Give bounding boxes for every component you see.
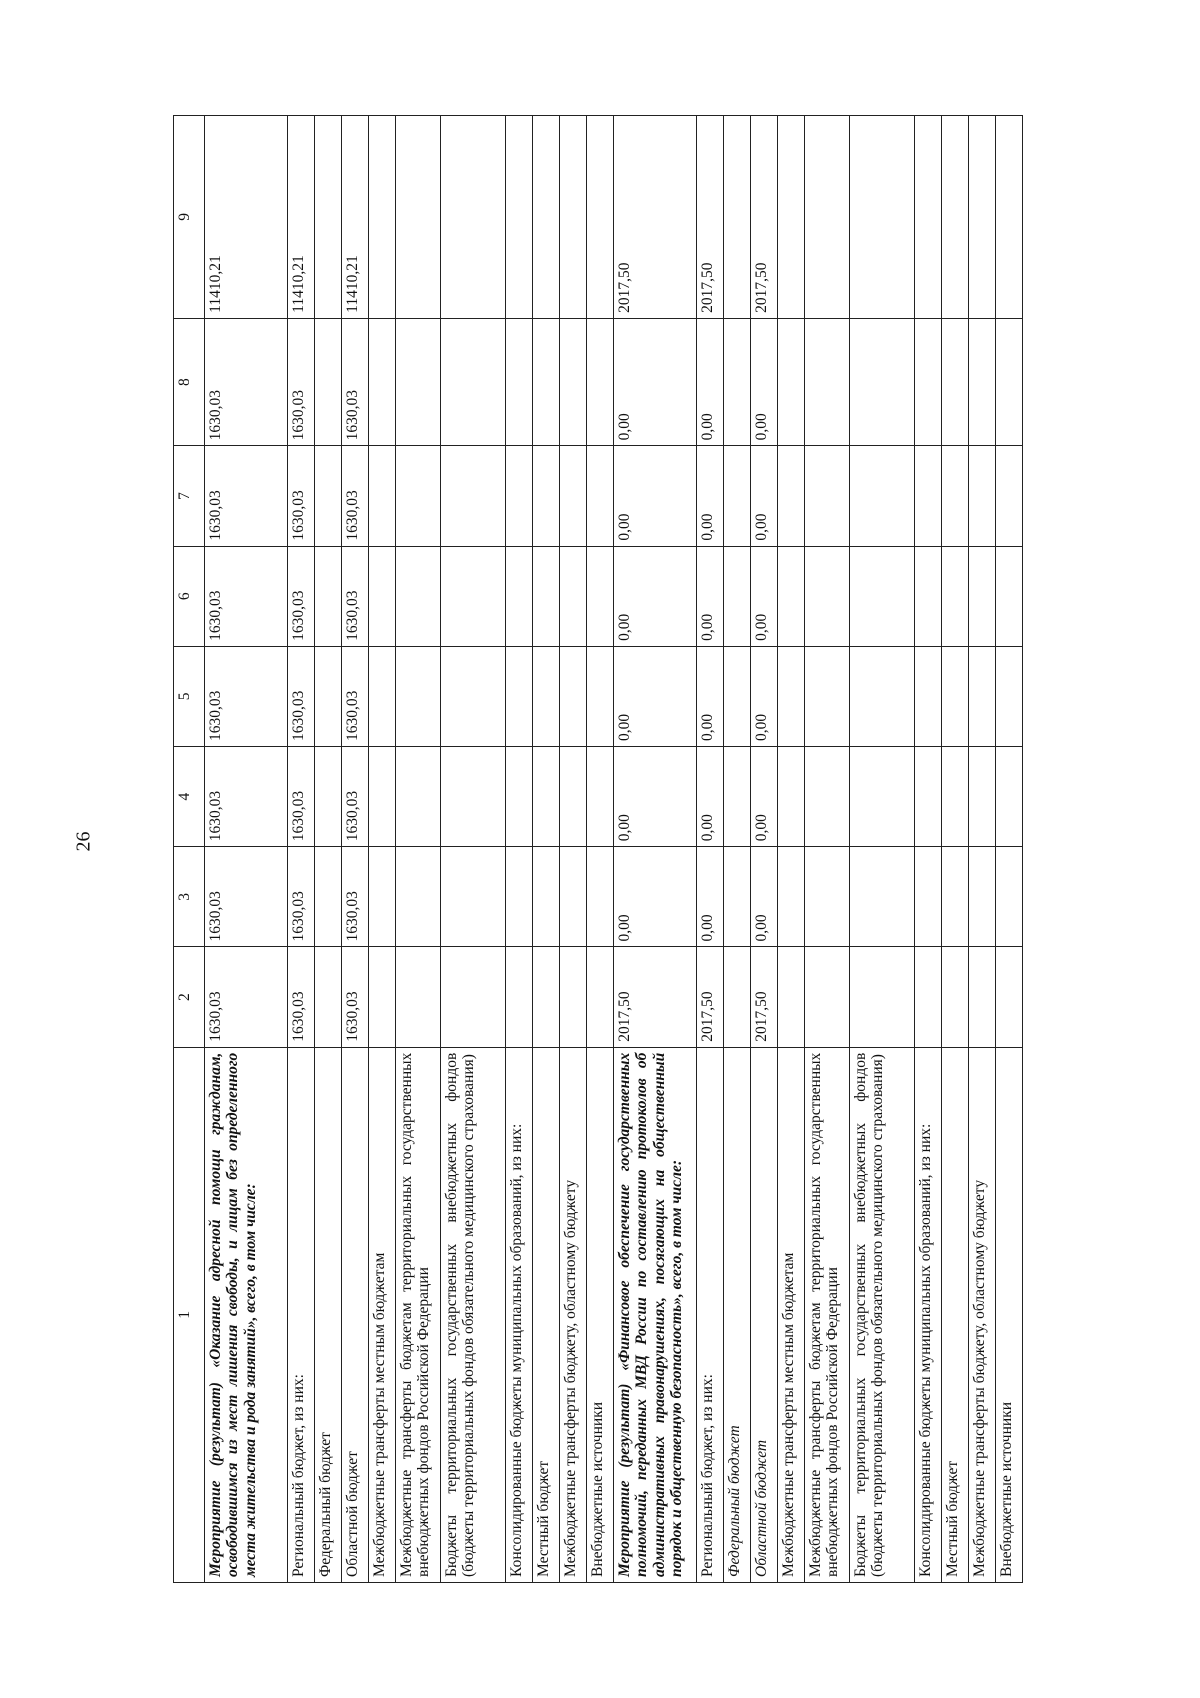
cell-value <box>506 318 533 446</box>
table-row <box>315 116 342 1583</box>
cell-value <box>850 747 915 847</box>
table-body <box>205 116 1023 1583</box>
cell-value <box>587 116 614 319</box>
row-label: Консолидированные бюджеты муниципальных образований, из них: <box>506 1047 533 1582</box>
cell-value <box>850 847 915 947</box>
cell-value <box>560 747 587 847</box>
cell-value: 1630,03 <box>342 747 369 847</box>
cell-value <box>805 646 850 746</box>
cell-value <box>942 646 969 746</box>
cell-value: 0,00 <box>614 318 697 446</box>
cell-value <box>969 446 996 546</box>
cell-value <box>396 947 441 1047</box>
cell-value <box>441 747 506 847</box>
table-row <box>205 116 288 1583</box>
cell-value <box>942 546 969 646</box>
cell-value <box>915 947 942 1047</box>
cell-value <box>315 747 342 847</box>
row-label: Межбюджетные трансферты местным бюджетам <box>369 1047 396 1582</box>
cell-value: 1630,03 <box>205 847 288 947</box>
cell-value <box>315 318 342 446</box>
cell-value: 11410,21 <box>288 116 315 319</box>
cell-value <box>315 646 342 746</box>
row-label: Федеральный бюджет <box>724 1047 751 1582</box>
cell-value <box>396 446 441 546</box>
cell-value <box>996 847 1023 947</box>
cell-value <box>315 847 342 947</box>
cell-value <box>560 646 587 746</box>
row-label: Местный бюджет <box>533 1047 560 1582</box>
cell-value <box>560 947 587 1047</box>
row-label: Бюджеты территориальных государственных внебюджетных фондов (бюджеты территориальных фондов обязательного медицинского страхования) <box>850 1047 915 1582</box>
cell-value <box>369 847 396 947</box>
cell-value <box>724 446 751 546</box>
cell-value <box>587 947 614 1047</box>
cell-value <box>805 747 850 847</box>
cell-value <box>915 646 942 746</box>
cell-value: 2017,50 <box>751 947 778 1047</box>
cell-value <box>996 546 1023 646</box>
cell-value: 2017,50 <box>697 947 724 1047</box>
row-label: Консолидированные бюджеты муниципальных образований, из них: <box>915 1047 942 1582</box>
cell-value: 2017,50 <box>614 116 697 319</box>
cell-value: 1630,03 <box>288 546 315 646</box>
cell-value: 0,00 <box>751 318 778 446</box>
cell-value: 0,00 <box>614 747 697 847</box>
cell-value <box>441 318 506 446</box>
cell-value: 0,00 <box>751 747 778 847</box>
cell-value <box>724 318 751 446</box>
cell-value: 0,00 <box>697 646 724 746</box>
cell-value: 1630,03 <box>342 546 369 646</box>
cell-value <box>506 646 533 746</box>
cell-value <box>587 446 614 546</box>
cell-value <box>724 847 751 947</box>
cell-value <box>805 546 850 646</box>
cell-value <box>396 546 441 646</box>
cell-value <box>587 546 614 646</box>
row-label: Областной бюджет <box>751 1047 778 1582</box>
cell-value <box>396 116 441 319</box>
cell-value: 1630,03 <box>288 747 315 847</box>
cell-value <box>942 847 969 947</box>
cell-value: 0,00 <box>751 646 778 746</box>
cell-value <box>778 747 805 847</box>
cell-value <box>533 546 560 646</box>
cell-value <box>805 446 850 546</box>
cell-value <box>369 318 396 446</box>
table-row <box>369 116 396 1583</box>
cell-value <box>506 947 533 1047</box>
budget-table-container <box>173 115 1113 1583</box>
row-label: Мероприятие (результат) «Финансовое обеспечение государственных полномочий, переданных МВД России по составлению протоколов об административных правонарушениях, посягающих на общественный порядок и общественную безопасность», всего, в том числе: <box>614 1047 697 1582</box>
cell-value <box>315 546 342 646</box>
page-number: 26 <box>72 831 95 852</box>
cell-value <box>587 646 614 746</box>
column-header-7: 7 <box>174 446 205 546</box>
cell-value <box>942 947 969 1047</box>
cell-value: 0,00 <box>697 318 724 446</box>
cell-value <box>441 947 506 1047</box>
cell-value <box>315 446 342 546</box>
cell-value <box>369 646 396 746</box>
cell-value <box>996 646 1023 746</box>
column-header-2: 2 <box>174 947 205 1047</box>
row-label: Межбюджетные трансферты местным бюджетам <box>778 1047 805 1582</box>
cell-value <box>778 116 805 319</box>
cell-value <box>560 318 587 446</box>
cell-value: 2017,50 <box>614 947 697 1047</box>
cell-value: 2017,50 <box>697 116 724 319</box>
row-label: Региональный бюджет, из них: <box>288 1047 315 1582</box>
cell-value <box>533 947 560 1047</box>
cell-value <box>778 446 805 546</box>
cell-value: 0,00 <box>614 847 697 947</box>
cell-value <box>396 747 441 847</box>
cell-value <box>969 546 996 646</box>
cell-value <box>969 947 996 1047</box>
cell-value <box>533 646 560 746</box>
cell-value <box>805 947 850 1047</box>
cell-value: 0,00 <box>614 546 697 646</box>
cell-value <box>369 546 396 646</box>
cell-value <box>778 847 805 947</box>
cell-value: 0,00 <box>697 847 724 947</box>
column-header-8: 8 <box>174 318 205 446</box>
cell-value <box>506 116 533 319</box>
cell-value: 1630,03 <box>342 947 369 1047</box>
cell-value <box>942 747 969 847</box>
table-row <box>778 116 805 1583</box>
column-header-9: 9 <box>174 116 205 319</box>
cell-value <box>560 446 587 546</box>
column-header-5: 5 <box>174 646 205 746</box>
table-row <box>942 116 969 1583</box>
cell-value: 1630,03 <box>288 446 315 546</box>
row-label: Межбюджетные трансферты бюджету, областному бюджету <box>560 1047 587 1582</box>
budget-table <box>173 115 1023 1583</box>
cell-value <box>942 446 969 546</box>
cell-value <box>533 116 560 319</box>
cell-value <box>533 446 560 546</box>
cell-value <box>315 947 342 1047</box>
cell-value <box>369 947 396 1047</box>
cell-value <box>915 747 942 847</box>
table-row <box>506 116 533 1583</box>
table-row <box>751 116 778 1583</box>
table-header <box>174 116 205 1583</box>
cell-value <box>560 116 587 319</box>
cell-value: 0,00 <box>697 546 724 646</box>
cell-value: 0,00 <box>614 646 697 746</box>
cell-value: 0,00 <box>697 446 724 546</box>
cell-value: 1630,03 <box>205 446 288 546</box>
table-row <box>805 116 850 1583</box>
cell-value <box>996 446 1023 546</box>
table-row <box>969 116 996 1583</box>
cell-value <box>969 646 996 746</box>
cell-value: 11410,21 <box>342 116 369 319</box>
cell-value <box>850 546 915 646</box>
cell-value <box>441 116 506 319</box>
cell-value <box>396 646 441 746</box>
row-label: Мероприятие (результат) «Оказание адресной помощи гражданам, освободившимся из мест лишения свободы, и лицам без определенного места жительства и рода занятий», всего, в том числе: <box>205 1047 288 1582</box>
cell-value <box>506 847 533 947</box>
table-row <box>560 116 587 1583</box>
row-label: Региональный бюджет, из них: <box>697 1047 724 1582</box>
cell-value: 1630,03 <box>205 947 288 1047</box>
cell-value <box>915 546 942 646</box>
table-row <box>288 116 315 1583</box>
cell-value <box>805 847 850 947</box>
cell-value <box>724 116 751 319</box>
column-header-6: 6 <box>174 546 205 646</box>
cell-value <box>969 318 996 446</box>
cell-value <box>850 318 915 446</box>
cell-value <box>533 847 560 947</box>
cell-value <box>942 318 969 446</box>
cell-value: 1630,03 <box>205 318 288 446</box>
cell-value: 1630,03 <box>205 546 288 646</box>
cell-value: 0,00 <box>697 747 724 847</box>
cell-value <box>996 116 1023 319</box>
table-row <box>533 116 560 1583</box>
cell-value <box>506 747 533 847</box>
cell-value <box>506 446 533 546</box>
cell-value <box>942 116 969 319</box>
cell-value: 2017,50 <box>751 116 778 319</box>
cell-value <box>850 116 915 319</box>
cell-value: 1630,03 <box>288 847 315 947</box>
row-label: Межбюджетные трансферты бюджету, областному бюджету <box>969 1047 996 1582</box>
cell-value <box>778 646 805 746</box>
table-row <box>850 116 915 1583</box>
cell-value: 1630,03 <box>288 947 315 1047</box>
cell-value <box>969 847 996 947</box>
cell-value <box>915 318 942 446</box>
cell-value: 1630,03 <box>342 847 369 947</box>
cell-value <box>996 318 1023 446</box>
row-label: Межбюджетные трансферты бюджетам территориальных государственных внебюджетных фондов Российской Федерации <box>396 1047 441 1582</box>
cell-value: 1630,03 <box>342 646 369 746</box>
cell-value: 0,00 <box>751 546 778 646</box>
cell-value <box>396 847 441 947</box>
row-label: Межбюджетные трансферты бюджетам территориальных государственных внебюджетных фондов Российской Федерации <box>805 1047 850 1582</box>
column-header-1: 1 <box>174 1047 205 1582</box>
cell-value <box>724 646 751 746</box>
cell-value <box>724 947 751 1047</box>
cell-value <box>915 847 942 947</box>
table-row <box>396 116 441 1583</box>
cell-value <box>587 318 614 446</box>
table-row <box>724 116 751 1583</box>
cell-value <box>778 947 805 1047</box>
column-header-3: 3 <box>174 847 205 947</box>
table-row <box>996 116 1023 1583</box>
row-label: Местный бюджет <box>942 1047 969 1582</box>
cell-value: 0,00 <box>751 446 778 546</box>
table-row <box>915 116 942 1583</box>
cell-value <box>441 847 506 947</box>
cell-value <box>533 747 560 847</box>
cell-value: 1630,03 <box>205 646 288 746</box>
cell-value <box>533 318 560 446</box>
row-label: Внебюджетные источники <box>996 1047 1023 1582</box>
cell-value <box>441 646 506 746</box>
cell-value <box>441 546 506 646</box>
cell-value: 11410,21 <box>205 116 288 319</box>
cell-value: 0,00 <box>614 446 697 546</box>
cell-value <box>969 747 996 847</box>
cell-value <box>560 847 587 947</box>
cell-value <box>915 116 942 319</box>
cell-value <box>315 116 342 319</box>
row-label: Бюджеты территориальных государственных внебюджетных фондов (бюджеты территориальных фондов обязательного медицинского страхования) <box>441 1047 506 1582</box>
cell-value <box>915 446 942 546</box>
cell-value <box>778 546 805 646</box>
cell-value <box>441 446 506 546</box>
cell-value <box>506 546 533 646</box>
cell-value <box>396 318 441 446</box>
cell-value <box>850 646 915 746</box>
cell-value: 1630,03 <box>205 747 288 847</box>
table-row <box>614 116 697 1583</box>
header-row <box>174 116 205 1583</box>
cell-value <box>778 318 805 446</box>
row-label: Федеральный бюджет <box>315 1047 342 1582</box>
table-row <box>441 116 506 1583</box>
cell-value: 0,00 <box>751 847 778 947</box>
table-row <box>697 116 724 1583</box>
cell-value: 1630,03 <box>288 646 315 746</box>
cell-value <box>724 747 751 847</box>
cell-value <box>805 116 850 319</box>
row-label: Внебюджетные источники <box>587 1047 614 1582</box>
cell-value <box>850 446 915 546</box>
cell-value <box>587 847 614 947</box>
table-row <box>587 116 614 1583</box>
cell-value <box>996 947 1023 1047</box>
cell-value <box>969 116 996 319</box>
cell-value <box>850 947 915 1047</box>
cell-value <box>587 747 614 847</box>
column-header-4: 4 <box>174 747 205 847</box>
table-row <box>342 116 369 1583</box>
cell-value <box>805 318 850 446</box>
cell-value <box>996 747 1023 847</box>
row-label: Областной бюджет <box>342 1047 369 1582</box>
cell-value <box>369 116 396 319</box>
cell-value <box>724 546 751 646</box>
cell-value <box>369 747 396 847</box>
cell-value <box>369 446 396 546</box>
cell-value: 1630,03 <box>342 318 369 446</box>
cell-value: 1630,03 <box>288 318 315 446</box>
cell-value <box>560 546 587 646</box>
cell-value: 1630,03 <box>342 446 369 546</box>
